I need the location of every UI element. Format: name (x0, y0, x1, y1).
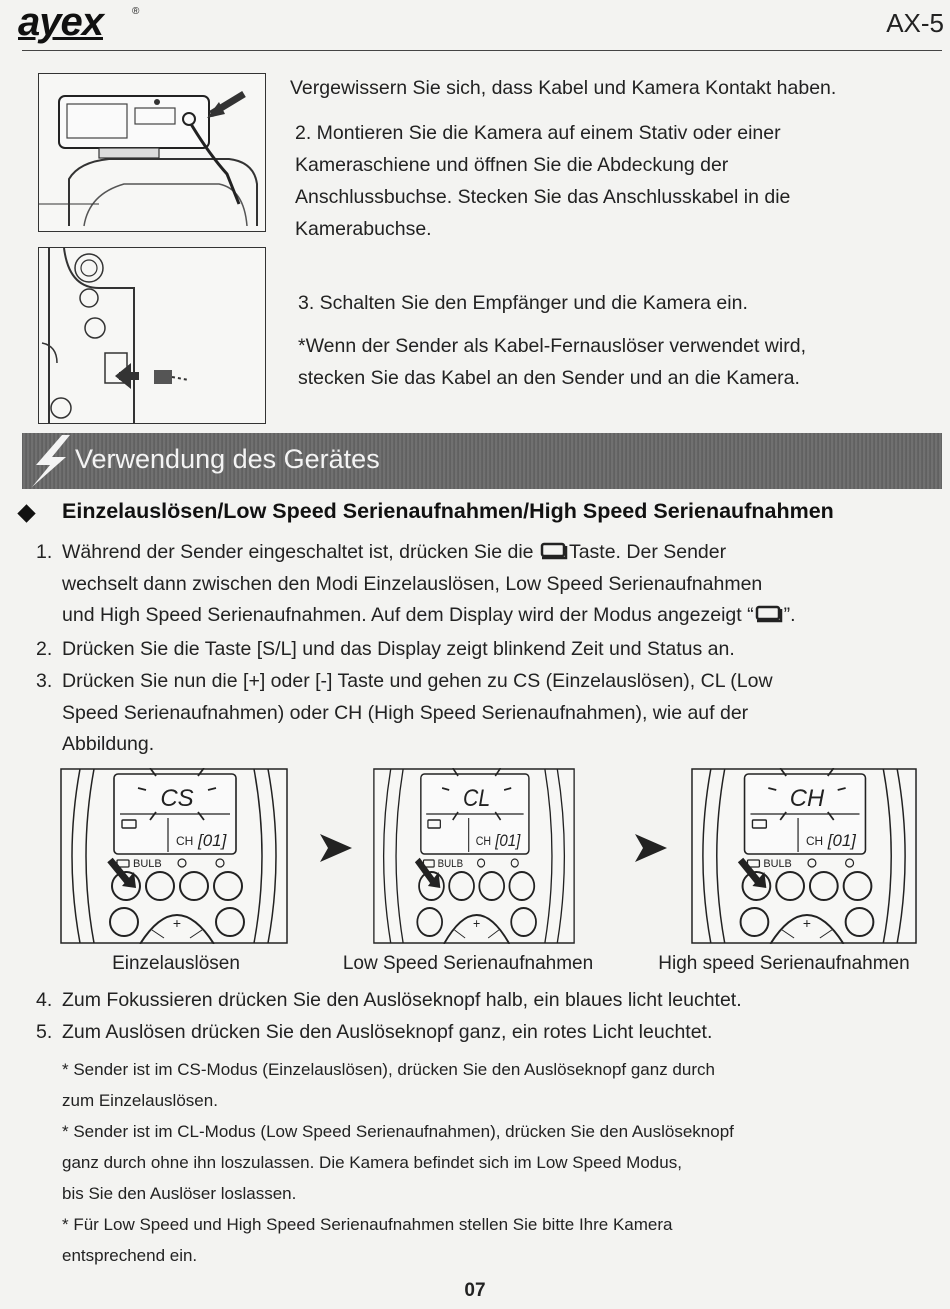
list-item-1-line (62, 537, 726, 569)
intro-step-2 (295, 117, 790, 245)
remote-button (776, 872, 804, 900)
list-number: 3. (36, 670, 53, 692)
remote-button (846, 908, 874, 936)
intro-step-2-line: Anschlussbuchse. Stecken Sie das Anschlusskabel in die (295, 186, 791, 208)
remote-button (214, 872, 242, 900)
remote-button (511, 908, 536, 936)
list-number: 4. (36, 989, 53, 1011)
note-line: * Für Low Speed und High Speed Serienaufnahmen stellen Sie bitte Ihre Kamera (62, 1215, 673, 1234)
remote-button (110, 908, 138, 936)
note-line: entsprechend ein. (62, 1246, 198, 1265)
intro-step-3: 3. Schalten Sie den Empfänger und die Kamera ein. (298, 292, 748, 314)
counter-label: CH (805, 833, 824, 849)
plus-label: + (172, 915, 182, 931)
intro-step-2-line: Kamerabuchse. (295, 218, 432, 240)
camera-port-illustration (38, 247, 266, 424)
registered-mark: ® (132, 6, 140, 17)
remote-button (741, 908, 769, 936)
counter-readout: [01] (198, 831, 227, 850)
remote-button (479, 872, 504, 900)
header-rule (22, 50, 942, 51)
figure-cl (373, 768, 575, 944)
list-item-5-line: Zum Auslösen drücken Sie den Auslöseknopf ganz, ein rotes Licht leuchtet. (62, 1020, 713, 1043)
drive-mode-icon (539, 541, 569, 561)
receiver-cable-illustration (38, 73, 266, 232)
mode-readout: CL (463, 783, 491, 812)
intro-line: Vergewissern Sie sich, dass Kabel und Kamera Kontakt haben. (290, 77, 837, 99)
list-item-1-line: wechselt dann zwischen den Modi Einzelauslösen, Low Speed Serienaufnahmen (62, 572, 763, 595)
plus-label: + (473, 915, 481, 932)
arrow-right-icon (318, 832, 354, 864)
note-line: ganz durch ohne ihn loszulassen. Die Kamera befindet sich im Low Speed Modus, (62, 1153, 682, 1172)
instruction-list-continued (0, 985, 950, 1055)
figure-caption: Einzelauslösen (112, 953, 240, 974)
intro-step-2-line: Kameraschiene und öffnen Sie die Abdeckung der (295, 154, 729, 176)
note-line: * Sender ist im CL-Modus (Low Speed Serienaufnahmen), drücken Sie den Auslöseknopf (62, 1122, 734, 1141)
plus-label: + (802, 914, 812, 932)
mode-readout: CH (789, 784, 825, 813)
list-item-text: Taste. Der Sender (568, 541, 727, 563)
note-line: * Sender ist im CS-Modus (Einzelauslösen), drücken Sie den Auslöseknopf ganz durch (62, 1060, 715, 1079)
bulb-label: BULB (437, 858, 464, 871)
bulb-label: BULB (763, 857, 792, 871)
drive-mode-icon (754, 604, 784, 624)
intro-step-2-line: 2. Montieren Sie die Kamera auf einem Stativ oder einer (295, 122, 781, 144)
list-number: 5. (36, 1020, 53, 1043)
list-item-text: Während der Sender eingeschaltet ist, drücken Sie die (62, 541, 534, 563)
counter-readout: [01] (495, 831, 521, 851)
model-name: AX-5 (886, 8, 944, 38)
list-item-4-line: Zum Fokussieren drücken Sie den Auslöseknopf halb, ein blaues licht leuchtet. (62, 989, 742, 1011)
figure-ch (691, 768, 917, 944)
intro-note-line: stecken Sie das Kabel an den Sender und an die Kamera. (298, 367, 800, 389)
figure-caption: Low Speed Serienaufnahmen (342, 953, 594, 974)
remote-button (180, 872, 208, 900)
counter-label: CH (475, 835, 492, 849)
remote-button (844, 872, 872, 900)
list-item-3-line: Speed Serienaufnahmen) oder CH (High Speed Serienaufnahmen), wie auf der (62, 701, 749, 724)
note-line: zum Einzelauslösen. (62, 1091, 218, 1110)
list-item-3-line: Abbildung. (62, 733, 155, 755)
note-line: bis Sie den Auslöser loslassen. (62, 1184, 297, 1203)
remote-button (449, 872, 474, 900)
mode-readout: CS (160, 785, 194, 812)
page-number: 07 (464, 1280, 486, 1301)
remote-button (509, 872, 534, 900)
remote-button (810, 872, 838, 900)
figure-cs (60, 768, 288, 944)
remote-button (146, 872, 174, 900)
diamond-bullet-icon (17, 504, 35, 522)
banner-title: Verwendung des Gerätes (75, 444, 380, 474)
counter-label: CH (176, 834, 194, 848)
bulb-label: BULB (133, 858, 162, 870)
intro-note (298, 330, 806, 394)
instruction-list (0, 537, 950, 767)
mode-notes (62, 1054, 942, 1271)
brand-logo: ayex (18, 0, 103, 44)
remote-button (216, 908, 244, 936)
arrow-right-icon (633, 832, 669, 864)
intro-note-line: *Wenn der Sender als Kabel-Fernauslöser verwendet wird, (298, 335, 806, 357)
figure-caption: High speed Serienaufnahmen (658, 953, 910, 974)
list-item-3-line: Drücken Sie nun die [+] oder [-] Taste und gehen zu CS (Einzelauslösen), CL (Low (62, 670, 773, 692)
section-title: Einzelauslösen/Low Speed Serienaufnahmen/High Speed Serienaufnahmen (62, 499, 834, 523)
list-item-text: ”. (783, 604, 796, 626)
list-item-2-line: Drücken Sie die Taste [S/L] und das Display zeigt blinkend Zeit und Status an. (62, 638, 735, 660)
list-number: 1. (36, 541, 53, 563)
list-item-1-line (62, 600, 796, 632)
list-number: 2. (36, 638, 53, 660)
list-item-text: und High Speed Serienaufnahmen. Auf dem Display wird der Modus angezeigt “ (62, 604, 754, 626)
remote-button (417, 908, 442, 936)
counter-readout: [01] (827, 830, 856, 851)
lightning-icon (22, 433, 82, 489)
